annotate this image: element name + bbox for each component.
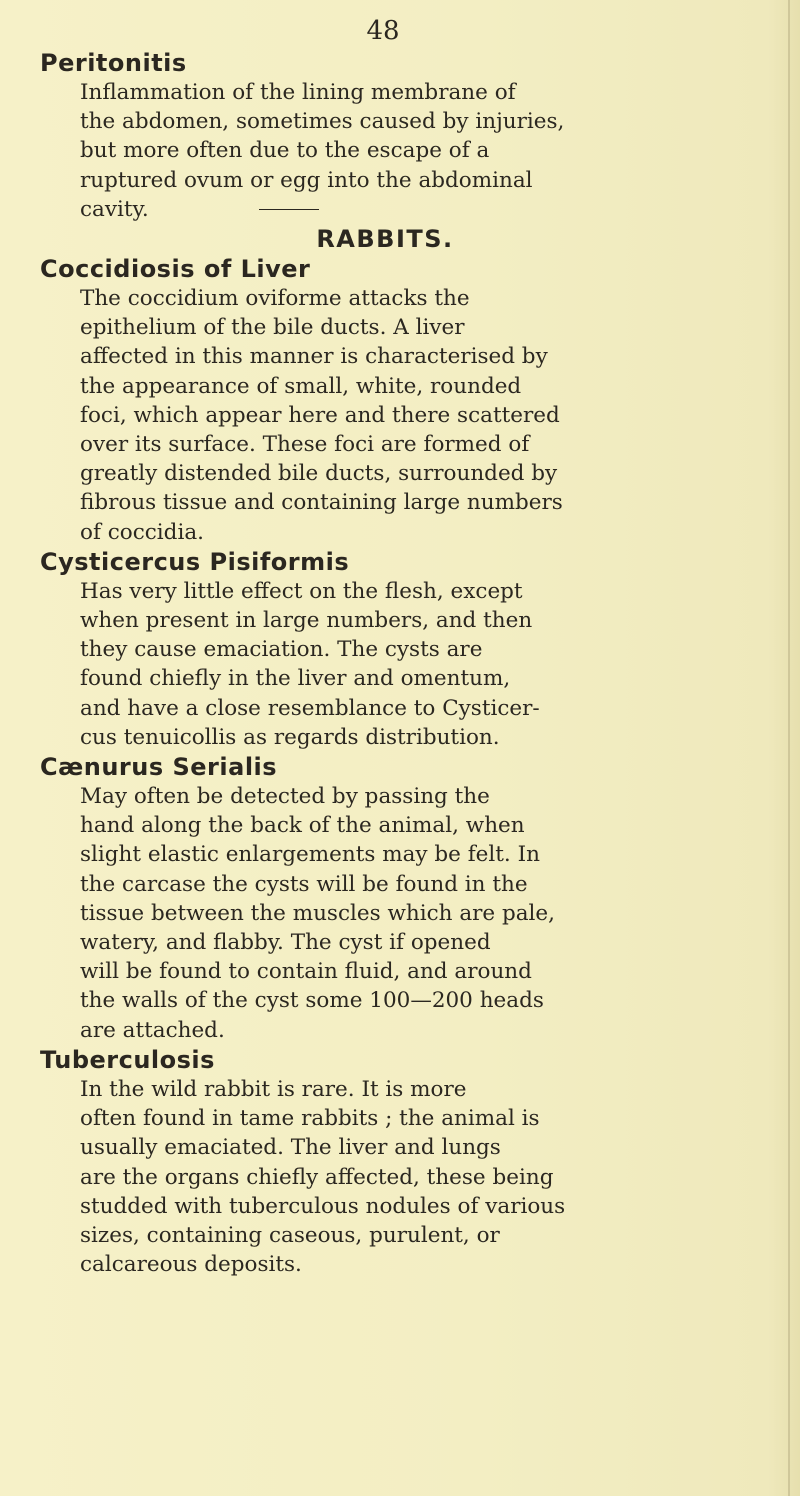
- page-content: [40, 14, 730, 1279]
- text-line: cavity.: [80, 196, 149, 222]
- text-line: foci, which appear here and there scattered: [80, 402, 560, 428]
- page-edge: [788, 0, 790, 1496]
- text-line: will be found to contain fluid, and around: [80, 959, 532, 985]
- text-line: ruptured ovum or egg into the abdominal: [80, 167, 533, 193]
- text-line: the abdomen, sometimes caused by injuries,: [80, 109, 565, 135]
- text-line: greatly distended bile ducts, surrounded by: [80, 461, 558, 487]
- text-line: and have a close resemblance to Cysticer-: [80, 695, 540, 721]
- text-line: Has very little effect on the flesh, except: [80, 578, 523, 604]
- heading-peritonitis: Peritonitis: [40, 49, 187, 77]
- section-divider-rule: [259, 209, 319, 210]
- heading-cysticercus: Cysticercus Pisiformis: [40, 547, 350, 576]
- text-line-with-rule: [80, 195, 730, 224]
- text-line: often found in tame rabbits ; the animal is: [80, 1106, 540, 1132]
- paragraph-tuberculosis: [40, 1075, 730, 1279]
- text-line: epithelium of the bile ducts. A liver: [80, 315, 465, 341]
- text-line: the walls of the cyst some 100—200 heads: [80, 988, 544, 1014]
- text-line: In the wild rabbit is rare. It is more: [80, 1076, 467, 1102]
- paragraph-cysticercus: [40, 577, 730, 752]
- text-line: are attached.: [80, 1017, 225, 1043]
- text-line: are the organs chiefly affected, these being: [80, 1164, 554, 1190]
- text-line: the appearance of small, white, rounded: [80, 373, 522, 399]
- text-line: the carcase the cysts will be found in the: [80, 871, 528, 897]
- text-line: of coccidia.: [80, 519, 204, 545]
- text-line: watery, and flabby. The cyst if opened: [80, 930, 491, 956]
- paragraph-coccidiosis: [40, 284, 730, 547]
- text-line: sizes, containing caseous, purulent, or: [80, 1222, 500, 1248]
- text-line: calcareous deposits.: [80, 1252, 302, 1278]
- text-line: studded with tuberculous nodules of various: [80, 1193, 566, 1219]
- paragraph-peritonitis: [40, 78, 730, 224]
- text-line: when present in large numbers, and then: [80, 608, 533, 634]
- text-line: usually emaciated. The liver and lungs: [80, 1135, 501, 1161]
- text-line: tissue between the muscles which are pale,: [80, 900, 555, 926]
- section-title-rabbits: RABBITS.: [316, 225, 454, 254]
- text-line: Inflammation of the lining membrane of: [80, 80, 516, 105]
- paragraph-caenurus: [40, 782, 730, 1045]
- text-line: affected in this manner is characterised by: [80, 344, 548, 370]
- text-line: hand along the back of the animal, when: [80, 813, 525, 839]
- text-line: found chiefly in the liver and omentum,: [80, 666, 511, 692]
- text-line: they cause emaciation. The cysts are: [80, 637, 483, 663]
- text-line: The coccidium oviforme attacks the: [80, 286, 470, 312]
- text-line: but more often due to the escape of a: [80, 138, 490, 164]
- heading-caenurus: Cænurus Serialis: [40, 753, 278, 782]
- page-number: 48: [366, 16, 400, 46]
- heading-coccidiosis: Coccidiosis of Liver: [40, 255, 311, 284]
- text-line: slight elastic enlargements may be felt. In: [80, 842, 540, 868]
- heading-tuberculosis: Tuberculosis: [40, 1045, 215, 1074]
- text-line: May often be detected by passing the: [80, 784, 490, 810]
- text-line: over its surface. These foci are formed of: [80, 432, 530, 458]
- text-line: fibrous tissue and containing large numbers: [80, 490, 563, 516]
- text-line: cus tenuicollis as regards distribution.: [80, 724, 500, 750]
